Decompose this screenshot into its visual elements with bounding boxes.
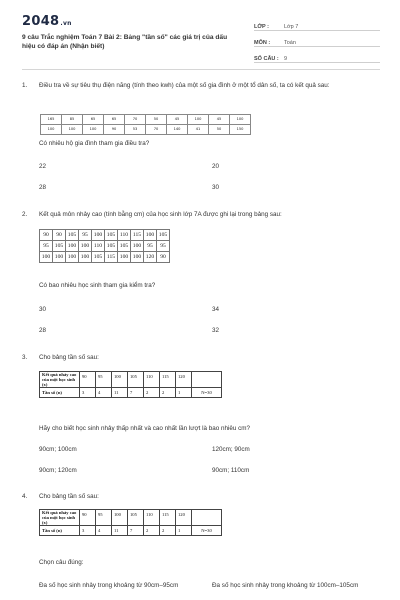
question-number: 1. xyxy=(22,82,28,89)
table-cell: 165 xyxy=(41,115,62,125)
answer-option[interactable]: 90cm; 120cm xyxy=(39,467,77,474)
answer-option[interactable]: 30 xyxy=(39,306,47,313)
table-cell: 100 xyxy=(230,115,251,125)
value-label: Kết quả nhảy cao của một học sinh (x) xyxy=(40,510,80,526)
value-cell: 110 xyxy=(144,510,160,526)
table-cell: 41 xyxy=(188,125,209,135)
count-cell: 2 xyxy=(160,388,176,398)
table-cell: 100 xyxy=(40,252,53,263)
frequency-table xyxy=(39,371,222,398)
table-row xyxy=(41,115,251,125)
meta-key: SỐ CÂU : xyxy=(254,56,279,62)
meta-panel xyxy=(254,15,380,63)
count-cell: 3 xyxy=(80,388,96,398)
data-table xyxy=(39,229,170,263)
value-cell: 95 xyxy=(96,372,112,388)
table-cell: 50 xyxy=(146,115,167,125)
table-row xyxy=(40,252,170,263)
value-label: Kết quả nhảy cao của một học sinh (x) xyxy=(40,372,80,388)
answer-option[interactable]: 28 xyxy=(39,327,47,334)
table-cell: 100 xyxy=(144,230,157,241)
table-cell: 90 xyxy=(104,125,125,135)
count-row xyxy=(40,388,222,398)
table-cell: 100 xyxy=(66,252,79,263)
meta-key: MÔN : xyxy=(254,40,271,46)
count-cell: 11 xyxy=(112,526,128,536)
answer-option[interactable]: Đa số học sinh nhảy trong khoảng từ 90cm–95cm xyxy=(39,582,179,589)
count-cell: 1 xyxy=(176,388,192,398)
question-text: Cho bảng tần số sau: xyxy=(39,354,99,361)
value-cell: 110 xyxy=(144,372,160,388)
question-number: 4. xyxy=(22,493,28,500)
table-cell: 53 xyxy=(125,125,146,135)
count-cell: 4 xyxy=(96,388,112,398)
answer-option[interactable]: 32 xyxy=(212,327,220,334)
question-number: 3. xyxy=(22,354,28,361)
table-cell: 105 xyxy=(92,252,105,263)
table-cell: 100 xyxy=(118,252,131,263)
meta-row-class xyxy=(254,15,380,31)
page-header xyxy=(0,0,400,70)
table-cell: 90 xyxy=(40,230,53,241)
value-cell: 100 xyxy=(112,372,128,388)
table-cell: 140 xyxy=(167,125,188,135)
table-cell: 100 xyxy=(62,125,83,135)
value-cell: 105 xyxy=(128,510,144,526)
table-cell: 90 xyxy=(157,252,170,263)
table-cell: 100 xyxy=(41,125,62,135)
question-prompt: Có nhiêu hộ gia đình tham gia điều tra? xyxy=(39,140,150,147)
value-row xyxy=(40,510,222,526)
answer-option[interactable]: 34 xyxy=(212,306,220,313)
question-prompt: Hãy cho biết học sinh nhảy thấp nhất và cao nhất lần lượt là bao nhiêu cm? xyxy=(39,425,251,432)
table-cell: 65 xyxy=(104,115,125,125)
question-2 xyxy=(22,210,380,340)
table-cell: 100 xyxy=(131,252,144,263)
count-cell: 1 xyxy=(176,526,192,536)
table-cell: 150 xyxy=(230,125,251,135)
value-cell: 90 xyxy=(80,372,96,388)
question-text: Điều tra về sự tiêu thụ điện năng (tính theo kwh) của một số gia đình ở một tổ dân số, ta có kết quả sau: xyxy=(39,82,330,89)
document-title: 9 câu Trắc nghiệm Toán 7 Bài 2: Bảng "tần số" các giá trị của dấu hiệu có đáp án (Nhận biết) xyxy=(22,34,228,50)
answer-option[interactable]: 20 xyxy=(212,163,220,170)
count-label: Tần số (n) xyxy=(40,526,80,536)
meta-row-count xyxy=(254,47,380,63)
frequency-table xyxy=(39,509,222,536)
count-cell: 4 xyxy=(96,526,112,536)
answer-option[interactable]: Đa số học sinh nhảy trong khoảng từ 100cm–105cm xyxy=(212,582,359,589)
question-text: Kết quả môn nhảy cao (tính bằng cm) của học sinh lớp 7A được ghi lại trong bảng sau: xyxy=(39,211,282,218)
count-cell: 11 xyxy=(112,388,128,398)
value-cell xyxy=(192,372,222,388)
answer-option[interactable]: 90cm; 110cm xyxy=(212,467,250,474)
value-cell: 95 xyxy=(96,510,112,526)
count-cell: 2 xyxy=(160,526,176,536)
question-prompt: Có bao nhiêu học sinh tham gia kiểm tra? xyxy=(39,282,156,289)
table-cell: 100 xyxy=(53,252,66,263)
table-cell: 95 xyxy=(79,230,92,241)
count-label: Tần số (n) xyxy=(40,388,80,398)
table-cell: 50 xyxy=(209,125,230,135)
table-cell: 105 xyxy=(118,241,131,252)
site-logo[interactable] xyxy=(22,14,72,29)
table-cell: 110 xyxy=(118,230,131,241)
table-cell: 95 xyxy=(144,241,157,252)
count-cell: N=30 xyxy=(192,388,222,398)
count-cell: N=30 xyxy=(192,526,222,536)
question-1 xyxy=(22,81,380,193)
table-cell: 95 xyxy=(157,241,170,252)
question-number: 2. xyxy=(22,211,28,218)
data-table xyxy=(40,114,251,135)
table-cell: 100 xyxy=(92,230,105,241)
value-cell: 100 xyxy=(112,510,128,526)
table-cell: 100 xyxy=(188,115,209,125)
count-row xyxy=(40,526,222,536)
meta-value: Lớp 7 xyxy=(284,24,299,30)
table-cell: 70 xyxy=(146,125,167,135)
table-cell: 45 xyxy=(209,115,230,125)
count-cell: 2 xyxy=(144,526,160,536)
count-cell: 2 xyxy=(144,388,160,398)
table-cell: 105 xyxy=(66,230,79,241)
table-cell: 105 xyxy=(105,230,118,241)
answer-option[interactable]: 30 xyxy=(212,184,220,191)
table-cell: 100 xyxy=(79,252,92,263)
table-cell: 100 xyxy=(83,125,104,135)
question-4 xyxy=(22,492,380,600)
table-cell: 45 xyxy=(167,115,188,125)
table-row xyxy=(40,241,170,252)
value-cell: 120 xyxy=(176,510,192,526)
count-cell: 7 xyxy=(128,526,144,536)
table-cell: 100 xyxy=(79,241,92,252)
value-cell: 90 xyxy=(80,510,96,526)
logo-text: 2048 xyxy=(22,14,60,29)
count-cell: 7 xyxy=(128,388,144,398)
meta-key: LỚP : xyxy=(254,24,269,30)
answer-option[interactable]: 120cm; 90cm xyxy=(212,446,250,453)
value-row xyxy=(40,372,222,388)
question-text: Cho bảng tần số sau: xyxy=(39,493,99,500)
answer-option[interactable]: 90cm; 100cm xyxy=(39,446,77,453)
value-cell: 115 xyxy=(160,510,176,526)
table-cell: 105 xyxy=(53,241,66,252)
table-cell: 95 xyxy=(40,241,53,252)
meta-value: 9 xyxy=(284,56,288,62)
meta-row-subject xyxy=(254,31,380,47)
table-cell: 115 xyxy=(105,252,118,263)
table-cell: 100 xyxy=(66,241,79,252)
table-cell: 105 xyxy=(157,230,170,241)
value-cell: 115 xyxy=(160,372,176,388)
table-cell: 85 xyxy=(62,115,83,125)
header-divider xyxy=(22,69,380,70)
question-3 xyxy=(22,353,380,483)
meta-value: Toán xyxy=(284,40,296,46)
table-cell: 110 xyxy=(92,241,105,252)
answer-option[interactable]: 28 xyxy=(39,184,47,191)
value-cell: 120 xyxy=(176,372,192,388)
table-cell: 70 xyxy=(125,115,146,125)
table-cell: 120 xyxy=(144,252,157,263)
value-cell: 105 xyxy=(128,372,144,388)
logo-suffix: .vn xyxy=(60,20,72,27)
value-cell xyxy=(192,510,222,526)
count-cell: 3 xyxy=(80,526,96,536)
table-cell: 100 xyxy=(131,241,144,252)
table-row xyxy=(41,125,251,135)
table-cell: 115 xyxy=(131,230,144,241)
question-prompt: Chọn câu đúng: xyxy=(39,559,84,566)
answer-option[interactable]: 22 xyxy=(39,163,47,170)
table-row xyxy=(40,230,170,241)
table-cell: 105 xyxy=(105,241,118,252)
table-cell: 65 xyxy=(83,115,104,125)
table-cell: 90 xyxy=(53,230,66,241)
